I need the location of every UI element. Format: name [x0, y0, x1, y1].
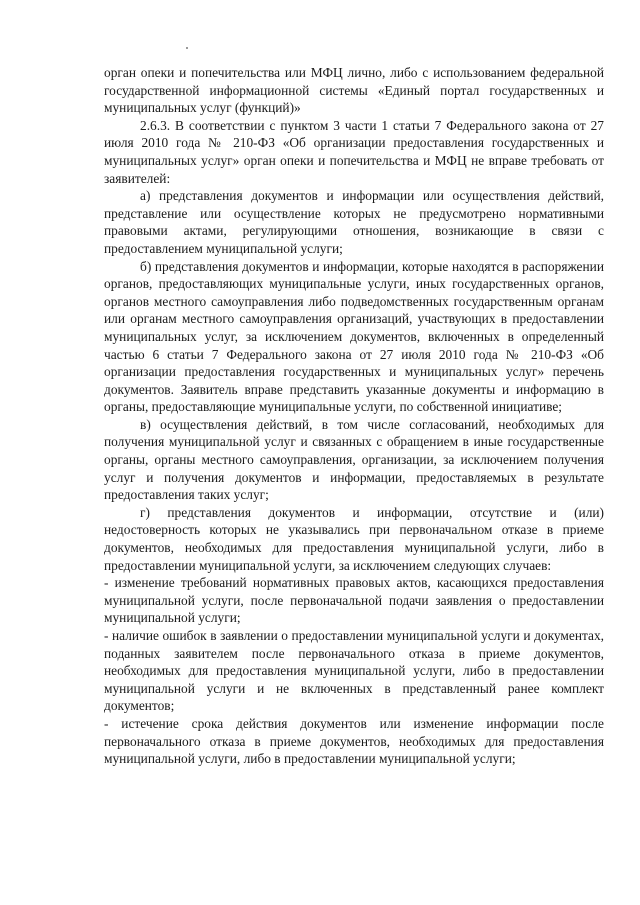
scan-dot	[186, 47, 188, 49]
list-item-errors: - наличие ошибок в заявлении о предоставлении муниципальной услуги и документах, поданных заявителем после первоначального отказа в приеме документов, необходимых для предоставления муниципальной услуги, либо в предоставлении муниципальной услуги и не включенных в представленный ранее комплект документов;	[104, 628, 604, 714]
paragraph-2-6-3: 2.6.3. В соответствии с пунктом 3 части 1 статьи 7 Федерального закона от 27 июля 2010 года № 210-ФЗ «Об организации предоставления государственных и муниципальных услуг» орган опеки и попечительства и МФЦ не вправе требовать от заявителей:	[104, 117, 604, 186]
paragraph-item-b: б) представления документов и информации, которые находятся в распоряжении органов, предоставляющих муниципальные услуги, иных государственных органов, органов местного самоуправления либо подведомственных государственным органам или органам местного самоуправления организаций, участвующих в предоставлении муниципальных услуг, за исключением документов, включенных в определенный частью 6 статьи 7 Федерального закона от 27 июля 2010 года № 210-ФЗ «Об организации предоставления государственных и муниципальных услуг» перечень документов. Заявитель вправе представить указанные документы и информацию в органы, предоставляющие муниципальные услуги, по собственной инициативе;	[104, 258, 604, 415]
paragraph-intro: орган опеки и попечительства или МФЦ лично, либо с использованием федеральной государственной информационной системы «Единый портал государственных и муниципальных услуг (функций)»	[104, 65, 604, 116]
list-item-requirements-change: - изменение требований нормативных правовых актов, касающихся предоставления муниципальной услуги, после первоначальной подачи заявления о предоставлении муниципальной услуги;	[104, 575, 604, 626]
paragraph-item-a: а) представления документов и информации или осуществления действий, представление или осуществление которых не предусмотрено нормативными правовыми актами, регулирующими отношения, возникающие в связи с предоставлением муниципальной услуги;	[104, 188, 604, 256]
list-item-expiry: - истечение срока действия документов или изменение информации после первоначального отказа в приеме документов, необходимых для предоставления муниципальной услуги, либо в предоставлении муниципальной услуги;	[104, 715, 604, 767]
paragraph-item-g: г) представления документов и информации, отсутствие и (или) недостоверность которых не указывались при первоначальном отказе в приеме документов, необходимых для предоставления муниципальной услуги, либо в предоставлении муниципальной услуги, за исключением следующих случаев:	[104, 504, 604, 573]
document-page	[104, 64, 604, 768]
paragraph-item-v: в) осуществления действий, в том числе согласований, необходимых для получения муниципальной услуг и связанных с обращением в иные государственные органы, органы местного самоуправления, организации, за исключением получения услуг и получения документов и информации, предоставляемых в результате предоставления таких услуг;	[104, 416, 604, 503]
